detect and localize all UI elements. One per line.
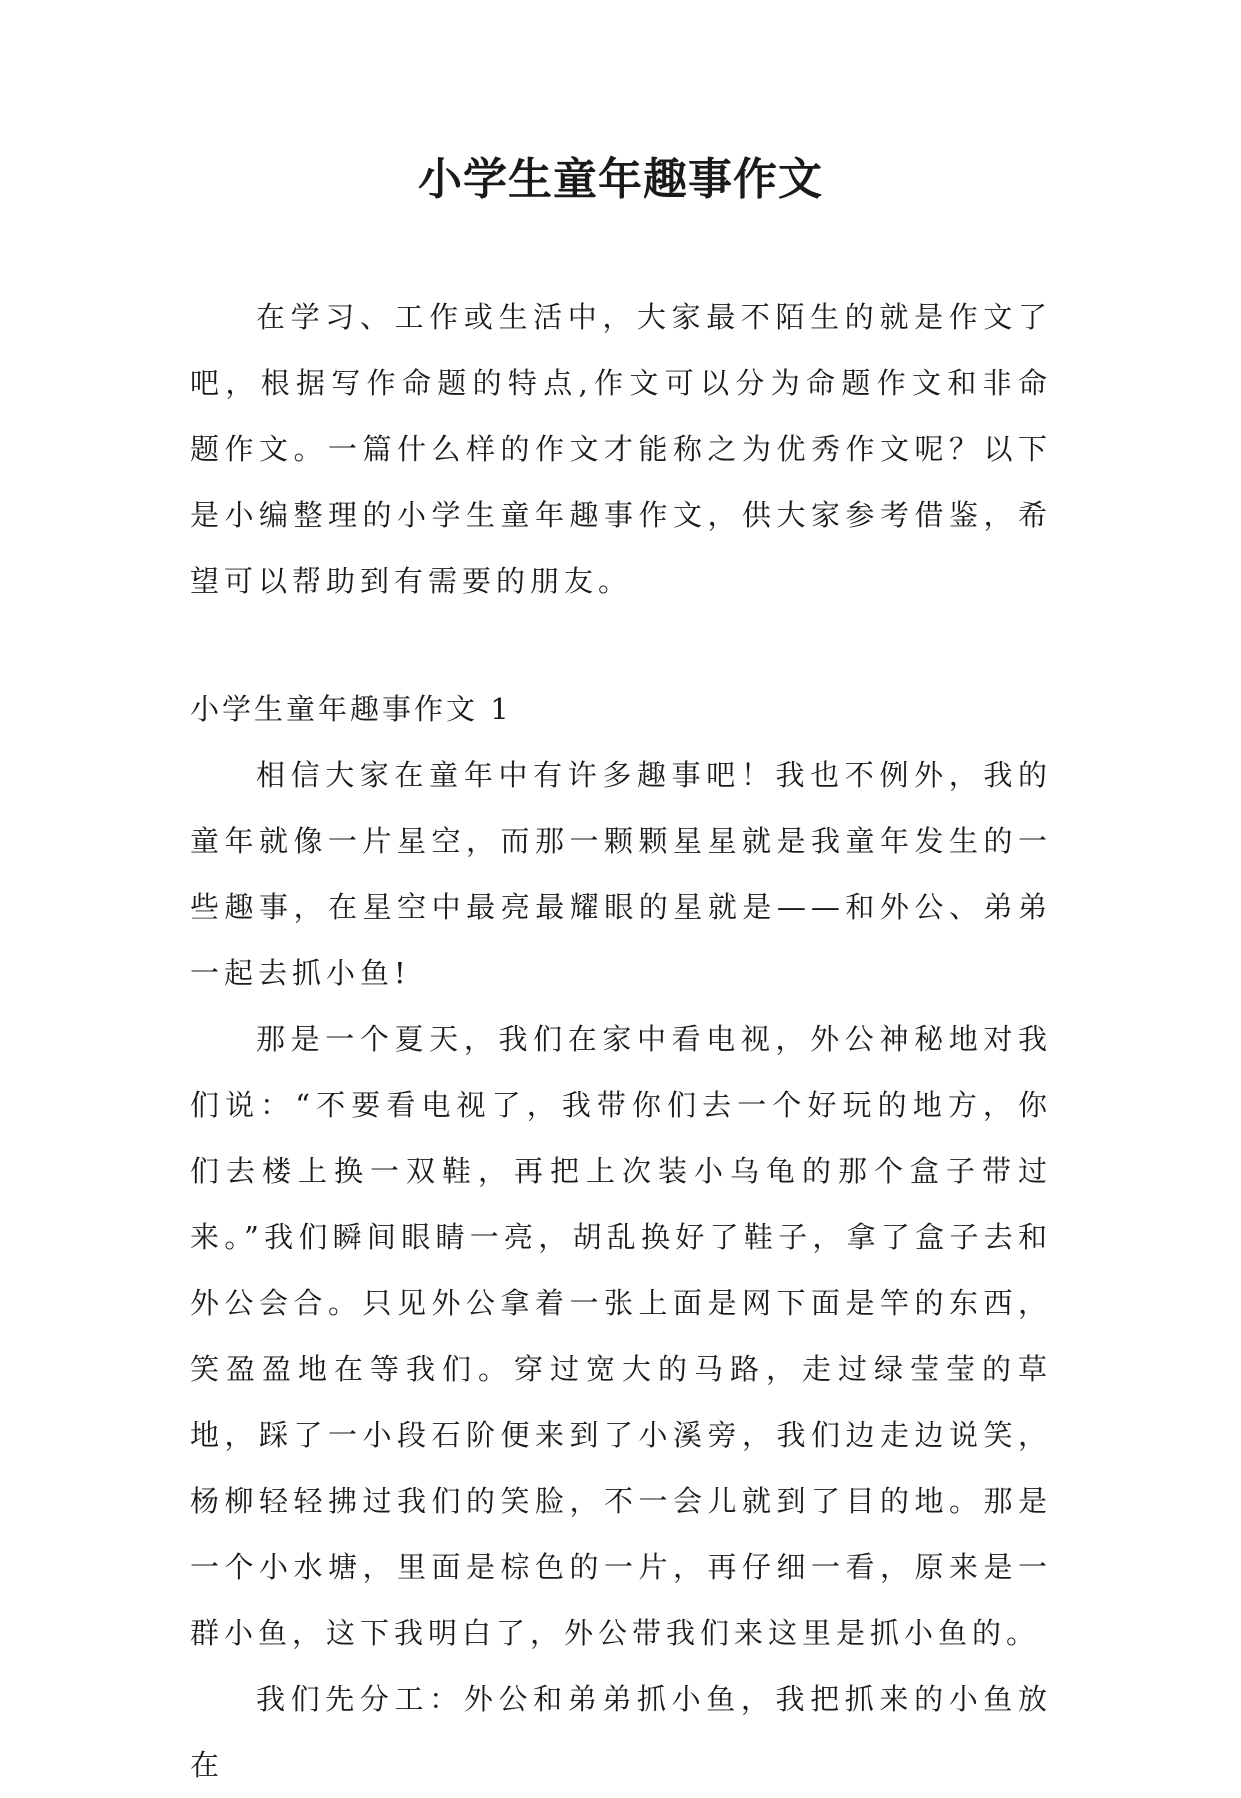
- intro-paragraph: 在学习、工作或生活中，大家最不陌生的就是作文了吧，根据写作命题的特点,作文可以分为命题作文和非命题作文。一篇什么样的作文才能称之为优秀作文呢？以下是小编整理的小学生童年趣事作文，供大家参考借鉴，希望可以帮助到有需要的朋友。: [190, 300, 1052, 598]
- document-title: 小学生童年趣事作文: [418, 154, 823, 205]
- body-paragraph: 那是一个夏天，我们在家中看电视，外公神秘地对我们说：“不要看电视了，我带你们去一个好玩的地方，你们去楼上换一双鞋，再把上次装小乌龟的那个盒子带过来。”我们瞬间眼睛一亮，胡乱换好了鞋子，拿了盒子去和外公会合。只见外公拿着一张上面是网下面是竿的东西，笑盈盈地在等我们。穿过宽大的马路，走过绿莹莹的草地，踩了一小段石阶便来到了小溪旁，我们边走边说笑，杨柳轻轻拂过我们的笑脸，不一会儿就到了目的地。那是一个小水塘，里面是棕色的一片，再仔细一看，原来是一群小鱼，这下我明白了，外公带我们来这里是抓小鱼的。: [190, 1022, 1052, 1650]
- body-paragraph: 我们先分工：外公和弟弟抓小鱼，我把抓来的小鱼放在: [190, 1682, 1052, 1782]
- body-paragraph: 相信大家在童年中有许多趣事吧！我也不例外，我的童年就像一片星空，而那一颗颗星星就是我童年发生的一些趣事，在星空中最亮最耀眼的星就是——和外公、弟弟一起去抓小鱼!: [190, 758, 1052, 990]
- document-body: [190, 284, 1052, 1798]
- section-heading: 小学生童年趣事作文 1: [190, 692, 512, 726]
